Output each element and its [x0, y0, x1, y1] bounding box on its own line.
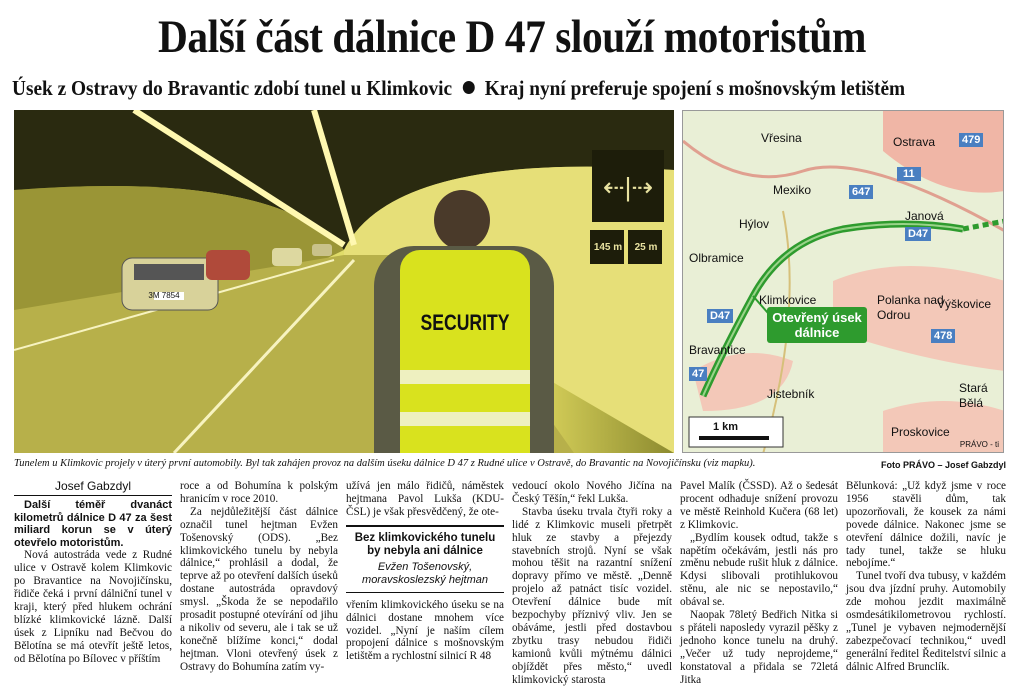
column-5-text-c: Naopak 78letý Bedřich Nitka si s přáteli naposledy vyrazil pěšky z jednoho konce tunelu na druhý. „Večer už tudy neprojdeme,“ konstatoval a přidala se 72letá Jitka: [680, 609, 838, 686]
column-6: [846, 480, 1006, 674]
column-3-text-b: vřením klimkovického úseku se na dálnici dostane mnohem více vozidel. „Nyní je naším cílem propojení dálnice s mošnovským letištěm a rychlostní silnicí R 48: [346, 598, 504, 663]
column-1-text: Nová autostráda vede z Rudné ulice v Ostravě kolem Klimkovic po Bravantice na Novojičínsku, řidiče čeká i první dálniční tunel v kraji, který před hlukem ochrání blízké klimkovické lázně. Další úsek z Lipníku nad Bečvou do Bělotína se má otevřít ještě letos, od Bělotína po Bílovec v příštím: [14, 549, 172, 665]
road-badge-478: 478: [931, 329, 955, 343]
map-scale-label: 1 km: [713, 421, 739, 433]
map-place-hylov: Hýlov: [739, 217, 770, 231]
bullet-dot: [462, 81, 474, 94]
map-place-janova: Janová: [905, 209, 944, 223]
map-place-proskovice: Proskovice: [891, 425, 950, 439]
map-place-polanka: Polanka nad Odrou: [877, 293, 944, 322]
road-badge-d47-west: D47: [707, 309, 733, 323]
sign-distance-right: 25 m: [634, 242, 658, 253]
map-place-mexiko: Mexiko: [773, 183, 812, 197]
subhead-part2: Kraj nyní preferuje spojení s mošnovským letištěm: [484, 76, 906, 100]
open-section-callout: Otevřený úsek dálnice: [767, 307, 867, 343]
photo-caption: Tunelem u Klimkovic projely v úterý první automobily. Byl tak zahájen provoz na dalším úseku dálnice D 47 z Rudné ulice v Ostravě, do Bravantic na Novojičínsku (viz mapku).: [14, 458, 756, 469]
column-5: [680, 480, 838, 687]
byline: Josef Gabzdyl: [14, 480, 172, 496]
map-place-stara-bela: Stará Bělá: [959, 381, 988, 410]
column-4: [512, 480, 672, 687]
headline: Další část dálnice D 47 slouží motoristům: [157, 11, 867, 63]
column-6-text-b: Tunel tvoří dva tubusy, v každém jsou dva jízdní pruhy. Automobily zde mohou jezdit maximálně osmdesátikilometrovou rychlostí. „Tunel je vybaven nejmodernější zabezpečovací technikou,“ uvedl generální ředitel Ředitelství silnic a dálnic Alfred Brunclík.: [846, 570, 1006, 673]
map-place-bravantice: Bravantice: [689, 343, 746, 357]
car-plate: 3M 7854: [148, 291, 180, 300]
road-badge-647: 647: [849, 185, 873, 199]
road-badge-11: 11: [897, 167, 921, 181]
map-place-olbramice: Olbramice: [689, 251, 744, 265]
column-4-text-a: vedoucí okolo Nového Jičína na Český Těšín,“ řekl Lukša.: [512, 480, 672, 505]
column-3: [346, 480, 504, 663]
column-2-text-b: Za nejdůležitější část dálnice označil tunel hejtman Evžen Tošenovský (ODS). „Bez klimkovického tunelu by nebyla dálnice,“ prohlásil a dodal, že teprve až po otevření dalších úseků dostane autostráda opravdový smysl. „Škoda že se nepodařilo prosadit postupné otevírání od jihu a nikoliv od severu, ale i tak se už konečně blížíme konci,“ dodal hejtman. Vloni otevřený úsek z Ostravy do Bohumína zatím vy-: [180, 505, 338, 673]
map-place-klimkovice: Klimkovice: [759, 293, 817, 307]
lead-paragraph: Další téměř dvanáct kilometrů dálnice D 47 za šest miliard korun se v úterý otevřelo motoristům.: [14, 498, 172, 549]
pull-quote: [346, 525, 504, 593]
column-1: [14, 480, 172, 665]
map-place-jistebnik: Jistebník: [767, 387, 815, 401]
column-4-text-b: Stavba úseku trvala čtyři roky a lidé z Klimkovic museli přetrpět hluk ze stavby a přejezdy stavebních strojů. Nyní se však mohou těšit na razantní snížení dopravy přímo ve městě. „Denně projelo až patnáct tisíc vozidel. Otevření dálnice bude mít bezpochyby příznivý vliv. Jen se obáváme, jestli před dostavbou zbytku trasy nebudou řidiči kamionů kvůli mýtnému dálnici objíždět přes město,“ uvedl klimkovický starosta: [512, 505, 672, 686]
map-place-vresina: Vřesina: [761, 131, 802, 145]
vest-label: SECURITY: [420, 310, 510, 335]
road-badge-47: 47: [689, 367, 707, 381]
column-5-text-b: „Bydlím kousek odtud, takže s napětím očekávám, jestli nás pro změnu nebude rušit hluk z dálnice. Kdysi slibovali protihlukovou stěnu, ale nic se nepostavilo,“ obával se.: [680, 531, 838, 609]
map-credit: PRÁVO - ti: [959, 440, 999, 449]
column-2-text-a: roce a od Bohumína k polským hranicím v roce 2010.: [180, 480, 338, 505]
subheadline: [12, 76, 932, 101]
column-2: [180, 480, 338, 674]
pull-quote-text: Bez klimkovického tunelu by nebyla ani dálnice: [354, 531, 496, 557]
column-3-text-a: užívá jen málo řidičů, náměstek hejtmana Pavol Lukša (KDU-ČSL) je však přesvědčený, že ote-: [346, 480, 504, 518]
road-badge-d47-east: D47: [905, 227, 931, 241]
photo-credit: Foto PRÁVO – Josef Gabzdyl: [880, 460, 1006, 470]
route-map: [682, 110, 1004, 453]
svg-text:⇠|⇢: ⇠|⇢: [602, 172, 654, 202]
pull-quote-author: Evžen Tošenovský, moravskoslezský hejtman: [362, 560, 488, 586]
column-6-text-a: Bělunková: „Už když jsme v roce 1956 stavěli dům, tak upozorňovali, že kousek za námi povede dálnice. Nakonec jsme se otevření dálnice dožili, navíc je tady tunel, takže se hluku nebojíme.“: [846, 480, 1006, 570]
road-badge-479: 479: [959, 133, 983, 147]
subhead-part1: Úsek z Ostravy do Bravantic zdobí tunel u Klimkovic: [12, 76, 453, 100]
security-guard: [374, 190, 554, 453]
tunnel-photo: [14, 110, 674, 453]
column-5-text-a: Pavel Malík (ČSSD). Až o šedesát procent odhaduje snížení provozu ve městě Reinhold Kučera (68 let) z Klimkovic.: [680, 480, 838, 531]
map-place-ostrava: Ostrava: [893, 135, 936, 149]
sign-distance-left: 145 m: [593, 242, 623, 253]
map-place-vyskovice: Výškovice: [937, 297, 992, 311]
